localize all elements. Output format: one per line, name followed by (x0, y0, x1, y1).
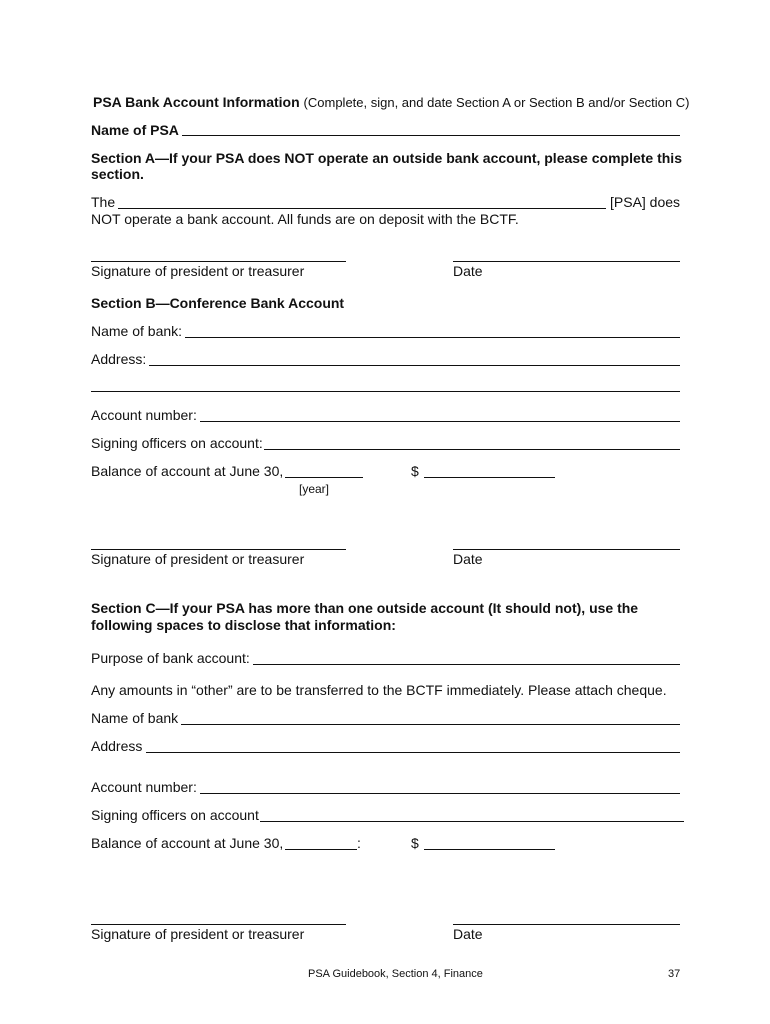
section-b-signing-officers-label: Signing officers on account: (91, 435, 263, 451)
section-b-signing-officers-field[interactable] (264, 449, 680, 450)
section-a-heading-cont: section. (91, 166, 144, 182)
section-b-account-number-label: Account number: (91, 407, 197, 423)
section-c-address-field[interactable] (146, 752, 680, 753)
section-b-balance-label: Balance of account at June 30, (91, 463, 284, 479)
section-c-balance-field[interactable] (424, 849, 555, 850)
section-a-signature-field[interactable] (91, 261, 346, 262)
section-a-the-label: The (91, 194, 116, 210)
section-c-year-field[interactable] (285, 849, 357, 850)
section-c-date-label: Date (453, 926, 483, 942)
section-c-bank-name-field[interactable] (181, 724, 680, 725)
section-b-balance-field[interactable] (424, 477, 555, 478)
section-b-year-field[interactable] (285, 477, 363, 478)
section-b-address-label: Address: (91, 351, 147, 367)
section-b-bank-name-label: Name of bank: (91, 323, 183, 339)
section-c-dollar-sign: $ (411, 835, 419, 851)
section-a-date-field[interactable] (453, 261, 680, 262)
section-b-bank-name-field[interactable] (185, 337, 680, 338)
section-c-heading: Section C—If your PSA has more than one outside account (It should not), use the (91, 600, 639, 616)
section-c-account-number-label: Account number: (91, 779, 197, 795)
section-a-date-label: Date (453, 263, 483, 279)
section-c-signing-officers-label: Signing officers on account (91, 807, 259, 823)
form-title: PSA Bank Account Information (93, 94, 300, 110)
form-header (93, 94, 689, 111)
footer-text: PSA Guidebook, Section 4, Finance (308, 968, 483, 980)
section-a-psa-name-field[interactable] (118, 208, 606, 209)
section-b-address-field[interactable] (149, 365, 680, 366)
name-of-psa-field[interactable] (182, 135, 680, 136)
section-b-address-field-2[interactable] (91, 391, 680, 392)
section-a-psa-does: [PSA] does (610, 194, 681, 210)
section-a-statement: NOT operate a bank account. All funds are on deposit with the BCTF. (91, 211, 519, 227)
section-c-heading-cont: following spaces to disclose that information: (91, 617, 396, 633)
section-c-signature-label: Signature of president or treasurer (91, 926, 305, 942)
section-b-date-field[interactable] (453, 549, 680, 550)
section-c-balance-label: Balance of account at June 30, (91, 835, 284, 851)
section-c-date-field[interactable] (453, 924, 680, 925)
section-c-purpose-label: Purpose of bank account: (91, 650, 250, 666)
section-b-dollar-sign: $ (411, 463, 419, 479)
name-of-psa-label: Name of PSA (91, 122, 179, 138)
section-b-account-number-field[interactable] (200, 421, 680, 422)
section-b-signature-label: Signature of president or treasurer (91, 551, 305, 567)
section-a-heading: Section A—If your PSA does NOT operate an outside bank account, please complete this (91, 150, 682, 166)
section-b-date-label: Date (453, 551, 483, 567)
section-b-year-hint: [year] (299, 482, 330, 496)
section-b-signature-field[interactable] (91, 549, 346, 550)
section-c-signing-officers-field[interactable] (260, 821, 684, 822)
section-c-address-label: Address (91, 738, 143, 754)
section-c-other-note: Any amounts in “other” are to be transferred to the BCTF immediately. Please attach cheque. (91, 682, 667, 698)
section-c-balance-colon: : (357, 835, 361, 851)
page-number: 37 (668, 968, 681, 980)
form-instructions: (Complete, sign, and date Section A or Section B and/or Section C) (303, 95, 690, 110)
section-c-signature-field[interactable] (91, 924, 346, 925)
section-a-signature-label: Signature of president or treasurer (91, 263, 305, 279)
section-c-bank-name-label: Name of bank (91, 710, 179, 726)
section-c-purpose-field[interactable] (253, 664, 680, 665)
section-b-heading: Section B—Conference Bank Account (91, 295, 345, 311)
section-c-account-number-field[interactable] (200, 793, 680, 794)
